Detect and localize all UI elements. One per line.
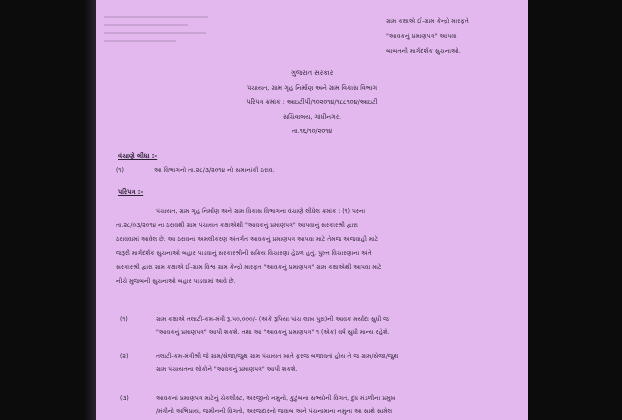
govt-name: ગુજરાત સરકાર (290, 69, 334, 77)
circular-number: પરિપત્ર ક્રમાંક : આઇટીપી/૧૦૨૦૧૪/૧૮૮૧૦૪/આઇટી (246, 98, 378, 106)
para-line: તા.૨૮/૦૩/૨૦૧૪ ના ઠરાવથી ગ્રામ પંચાયત કક્ષાએથી "આવકનું પ્રમાણપત્ર" આપવાનું સરકારશ્રી દ્વારા (116, 222, 358, 229)
para-line: સરકારશ્રી દ્વારા ગ્રામ કક્ષાએ ઈ-ગ્રામ વિશ્વ ગ્રામ કેન્દ્રો મારફત "આવકનું પ્રમાણપત્ર" ગ્રામ કક્ષાએથી આપવા માટે (116, 264, 382, 271)
list-item (116, 313, 516, 339)
read-label (118, 152, 157, 161)
read-item-text: આ વિભાગનો તા.૨૮/૩/૨૦૧૪ નો સમાનાંકી ઠરાવ. (153, 167, 275, 174)
page-shadow (84, 0, 96, 420)
read-item (116, 167, 275, 175)
read-item-num: (૧) (116, 167, 124, 174)
bleed-through-text (96, 10, 216, 54)
item-line: /મંત્રીનો અભિપ્રાય, જમીનની વિગતો, અરજદારનો જવાબ અને પંચનામાના નમુના આ સાથે સામેલ (156, 408, 393, 415)
item-line: આવકનાં પ્રમાણપત્ર માટેનું ચેકલીસ્ટ, અરજીનો નમુનો, કુટુંબના સભ્યોની વિગત, દુધ મંડળીના પ્રમુખ (156, 395, 396, 402)
subject-block (386, 14, 526, 59)
subject-line: ગ્રામ કક્ષાએ ઈ-ગ્રામ કેન્દ્રો મારફતે (386, 18, 469, 25)
read-label-text: વંચાણે લીધા :- (118, 152, 158, 160)
department-name: પંચાયત, ગ્રામ ગૃહ નિર્માણ અને ગ્રામ વિકાસ વિભાગ (246, 83, 378, 92)
list-item (116, 392, 516, 418)
item-number: (૨) (120, 353, 129, 360)
item-line: તલાટી-કમ-મંત્રીશ્રી જે ગ્રામ/સેજા/જુથ ગ્રામ પંચાયત ખાતે ફરજ બજાવતાં હોય તે જ ગ્રામ/સેજા/જુથ (156, 353, 399, 360)
para-line: નીચે મુજબની સુચનાઓ બહાર પાડવામાં આવે છે. (116, 278, 236, 285)
circular-paragraph (116, 205, 516, 289)
date: તા.૧૬/૧૦/૨૦૧૪ (291, 127, 333, 135)
subject-line: બાબતની માર્ગદર્શક સુચનાઓ. (386, 48, 461, 55)
place: સચિવાલય, ગાંધીનગર. (282, 112, 342, 121)
item-number: (૩) (120, 395, 129, 402)
item-number: (૧) (120, 316, 128, 323)
subject-line: "આવકનું પ્રમાણપત્ર" આપવા (386, 33, 457, 40)
para-line: પંચાયત, ગ્રામ ગૃહ નિર્માણ અને ગ્રામ વિકાસ વિભાગના વંચાણે લીધેલ ક્રમાંક : (૧) પરના (156, 208, 366, 215)
para-line: ઠરાવવામાં આવેલ છે. આ ઠરાવના અમલીકરણ અંતર્ગત આવકનું પ્રમાણપત્ર આપવા માટે તેમજ અજવાહી માટે (116, 236, 379, 243)
circular-label-text: પરિપત્ર :- (118, 188, 144, 196)
list-item (116, 350, 516, 376)
document-page (96, 0, 528, 420)
item-line: ગ્રામ કક્ષાએ તલાટી-કમ-મંત્રી રૂ.૫૦,૦૦૦/- (અંકે રૂપિયા પાંચ લાખ પુરા)ની આવક મર્યાદા સુધી જ (156, 316, 389, 323)
circular-label (118, 188, 143, 197)
header-block (96, 66, 528, 139)
item-line: ગ્રામ પંચાયતના લોકોને "આવકનું પ્રમાણપત્ર" આપી શકશે. (156, 366, 298, 373)
para-line: જરૂરી માર્ગદર્શક સુચનાઓ બહાર પાડવાનું સરકારશ્રીની સક્રિય વિચારણા હેઠળ હતું. પુખ્ત વિચારણાના અંતે (116, 250, 372, 257)
item-line: "આવકનું પ્રમાણપત્ર" આપી શકશે. તથા આ "આવકનું પ્રમાણપત્ર" ૧ (એક) વર્ષ સુધી માન્ય રહેશે. (156, 329, 390, 336)
